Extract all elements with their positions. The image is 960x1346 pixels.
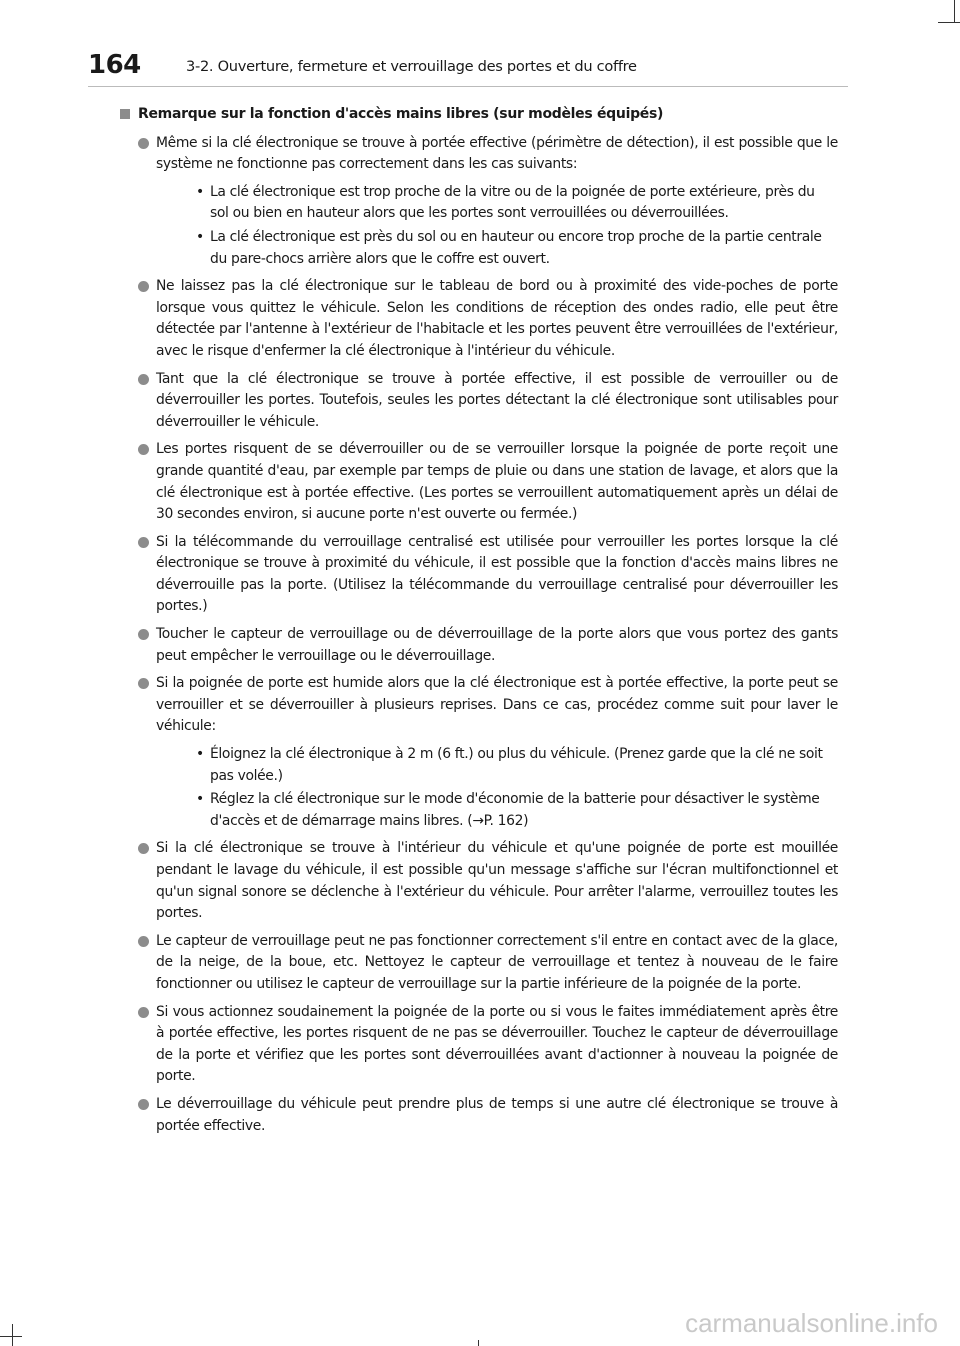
circle-bullet-icon [138,843,149,854]
list-item [118,276,838,362]
list-item [118,532,838,618]
sub-list-item-text: Réglez la clé électronique sur le mode d'économie de la batterie pour désactiver le système d'accès et de démarrage mains libres. (→P. 162) [210,791,820,829]
circle-bullet-icon [138,281,149,292]
list-item-text: Le capteur de verrouillage peut ne pas fonctionner correctement s'il entre en contact avec de la glace, de la neige, de la boue, etc. Nettoyez le capteur de verrouillage et tentez à nouveau de le faire fonctionner ou utilisez le capteur de verrouillage sur la partie inférieure de la poignée de la porte. [156,932,838,992]
sub-list-item [156,182,838,225]
crop-mark [0,1336,22,1337]
list-item-text: Si la télécommande du verrouillage centralisé est utilisée pour verrouiller les portes lorsque la clé électronique se trouve à proximité du véhicule, il est possible que la fonction d'accès mains libres ne déverrouille pas la porte. (Utilisez la télécommande du verrouillage centralisé pour déverrouiller les portes.) [156,533,838,615]
header-divider [88,86,848,87]
sub-list-item-text: La clé électronique est trop proche de la vitre ou de la poignée de porte extérieure, près du sol ou bien en hauteur alors que les portes sont verrouillées ou déverrouillées. [210,183,815,222]
sub-list-item-text: La clé électronique est près du sol ou en hauteur ou encore trop proche de la partie centrale du pare-chocs arrière alors que le coffre est ouvert. [210,228,822,267]
list-item-text: Les portes risquent de se déverrouiller ou de se verrouiller lorsque la poignée de porte reçoit une grande quantité d'eau, par exemple par temps de pluie ou dans une station de lavage, et alors que la clé électronique est à portée effective. (Les portes se verrouillent automatiquement après un délai de 30 secondes environ, si aucune porte n'est ouverte ou fermée.) [156,441,838,523]
circle-bullet-icon [138,138,149,149]
bullet-dot-icon: • [196,791,204,808]
page-number: 164 [88,50,141,80]
circle-bullet-icon [138,629,149,640]
sub-list-item [156,227,838,270]
list-item [118,1002,838,1088]
circle-bullet-icon [138,444,149,455]
list-item-text: Même si la clé électronique se trouve à portée effective (périmètre de détection), il est possible que le système ne fonctionne pas correctement dans les cas suivants: [156,134,838,173]
circle-bullet-icon [138,1099,149,1110]
watermark: carmanualsonline.info [685,1308,938,1338]
list-item [118,624,838,667]
sub-list-item [156,744,838,787]
crop-mark [12,1324,13,1346]
list-item-text: Si vous actionnez soudainement la poignée de la porte ou si vous le faites immédiatement après être à portée effective, les portes risquent de ne pas se déverrouiller. Touchez le capteur de déverrouillage de la porte et vérifiez que les portes sont déverrouillées avant d'actionner à nouveau la poignée de porte. [156,1003,838,1085]
list-item [118,838,838,924]
list-item-text: Tant que la clé électronique se trouve à portée effective, il est possible de verrouiller ou de déverrouiller les portes. Toutefois, seules les portes détectant la clé électronique sont utilisables pour déverrouiller le véhicule. [156,370,838,430]
bullet-dot-icon: • [196,228,204,245]
section-title-text: Remarque sur la fonction d'accès mains libres (sur modèles équipés) [138,106,664,122]
page-header [88,50,848,90]
chapter-title: 3-2. Ouverture, fermeture et verrouillage des portes et du coffre [186,58,637,75]
crop-mark [478,1340,479,1346]
list-item [118,369,838,434]
circle-bullet-icon [138,1007,149,1018]
section-title [118,104,838,126]
list-item [118,931,838,996]
crop-mark [954,0,955,22]
list-item-text: Si la poignée de porte est humide alors que la clé électronique est à portée effective, la porte peut se verrouiller et se déverrouiller à plusieurs reprises. Dans ce cas, procédez comme suit pour laver le véhicule: [156,675,838,735]
page-content [118,104,838,1143]
circle-bullet-icon [138,678,149,689]
crop-mark [938,22,960,23]
list-item [118,673,838,832]
list-item-text: Le déverrouillage du véhicule peut prendre plus de temps si une autre clé électronique se trouve à portée effective. [156,1095,838,1134]
circle-bullet-icon [138,537,149,548]
sub-list-item-text: Éloignez la clé électronique à 2 m (6 ft.) ou plus du véhicule. (Prenez garde que la clé ne soit pas volée.) [210,746,823,784]
list-item [118,439,838,525]
list-item [118,1094,838,1137]
list-item-text: Ne laissez pas la clé électronique sur le tableau de bord ou à proximité des vide-poches de porte lorsque vous quittez le véhicule. Selon les conditions de réception des ondes radio, elle peut être détectée par l'antenne à l'extérieur de l'habitacle et les portes peuvent être verrouillées de l'extérieur, avec le risque d'enfermer la clé électronique à l'intérieur du véhicule. [156,278,838,359]
list-item-text: Toucher le capteur de verrouillage ou de déverrouillage de la porte alors que vous portez des gants peut empêcher le verrouillage ou le déverrouillage. [156,626,838,664]
square-bullet-icon [120,109,130,119]
bullet-dot-icon: • [196,746,204,763]
list-item-text: Si la clé électronique se trouve à l'intérieur du véhicule et qu'une poignée de porte est mouillée pendant le lavage du véhicule, il est possible qu'un message s'affiche sur l'écran multifonctionnel et qu'un signal sonore se déclenche à l'extérieur du véhicule. Pour arrêter l'alarme, verrouillez toutes les portes. [156,840,838,922]
bullet-dot-icon: • [196,183,204,200]
list-item [118,133,838,271]
circle-bullet-icon [138,374,149,385]
circle-bullet-icon [138,936,149,947]
sub-list-item [156,789,838,832]
